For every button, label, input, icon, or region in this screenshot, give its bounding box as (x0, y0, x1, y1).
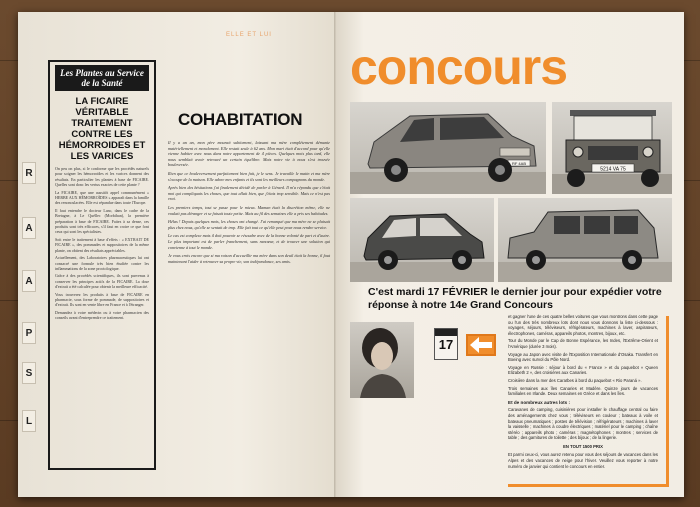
article-paragraph: Il y a un an, mon père mourait subitement, laissant ma mère complètement démunie matériellement et moralement. Elle restait seule à 62 ans. Mon mari était d'accord pour qu'elle vienne habiter avec nous dans notre appartement de 4 pièces. Quelques mois plus tard, elle nous semblait avoir retrouvé un certain équilibre. Mais notre vie à nous s'est trouvée bouleversée. (168, 140, 330, 168)
contest-paragraph: et gagner l'une de ces quatre belles voitures que vous montrons dans cette page ou l'un des très nombreux lots dont nous vous donnons la liste ci-dessous : voyages, séjours, téléviseurs, réfrigérateurs, machines à laver, aspirateurs, électrophones, caméras, appareils photos, montres, bijoux, etc. (508, 314, 658, 336)
article-paragraph: Les premiers temps, tout se passe pour le mieux. Maman était la discrétion même, elle ne voulait pas déranger et se faisait toute petite. Mais au fil des semaines elle a pris ses habitudes. (168, 204, 330, 216)
sidebar-body (55, 166, 149, 321)
car-plate-text: RF 4AB (511, 161, 527, 166)
sidebar-paragraph: Demandez à votre médecin ou à votre pharmacien des conseils avant d'entreprendre ce traitement. (55, 309, 149, 321)
car-mehari-illustration (552, 102, 672, 194)
page-tab: A (22, 217, 36, 239)
sidebar-header: Les Plantes au Service de la Santé (55, 65, 149, 91)
car-photo-renault-6 (350, 102, 546, 194)
contest-subhead: Et de nombreux autres lots : (508, 399, 571, 405)
page-tab: A (22, 270, 36, 292)
sidebar-paragraph: Vous trouverez les produits à base de FICAIRE en pharmacie, sous forme de pommade, de suppositoires et d'extrait. Ils sont en vente libre en France et à l'étranger. (55, 291, 149, 308)
prize-count: EN TOUT 1500 PRIX (563, 443, 603, 449)
magazine-spread (18, 12, 684, 497)
page-tab: L (22, 410, 36, 432)
contest-paragraph: Tour du Monde par le Cap de Bonne Espérance, les Indes, l'Extrême-Orient et l'Amérique (durée 3 mois). (508, 338, 658, 349)
contest-paragraph: Voyage au Japon avec visite de l'Exposition Internationale d'Osaka. Transfert en Boeing avec survol du Pôle Nord. (508, 351, 658, 363)
woman-portrait-illustration (350, 322, 414, 398)
page-tab: S (22, 362, 36, 384)
arrow-left-icon (468, 336, 494, 354)
calendar-graphic (434, 328, 458, 360)
sidebar-paragraph: On peu on plus, si le conforme que les procédés naturels pour soigner les hémorroïdes et les varices donnent des résultats. En particulier les plantes à base de FICAIRE. Quelles sont donc les vertus exactes de cette plante ? (55, 166, 149, 188)
contest-closing: Et parmi ceux-ci, vous aurez retenu pour vous des séjours de vacances dans les Alpes et des vacances de neige pour l'hiver. Veuillez vous reporter à notre numéro de janvier qui contient le concours en entier. (508, 452, 658, 469)
left-page (18, 12, 336, 497)
car-plate-text: 5214 VA 75 (600, 166, 626, 173)
arrow-graphic (466, 334, 496, 356)
page-tab: P (22, 322, 36, 344)
article-paragraph: Hélas ! Depuis quelques mois, les choses ont changé. J'ai remarqué que ma mère ne se plaisait plus chez nous, qu'elle se sentait de trop. Elle fait tout ce qu'elle peut pour nous rendre service. (168, 219, 330, 230)
car-photo-mehari (552, 102, 672, 194)
car-photo-fiat-500 (350, 198, 494, 282)
car-renault-4-illustration (498, 198, 672, 282)
article-title: COHABITATION (178, 110, 303, 129)
sidebar-title: LA FICAIRE VÉRITABLE TRAITEMENT CONTRE LES HÉMORROIDES ET LES VARICES (58, 96, 146, 162)
article-body (168, 140, 330, 264)
health-sidebar (48, 60, 156, 470)
contest-paragraph: Croisière dans la mer des Caraïbes à bord du paquebot « Rio Paraná ». (508, 377, 642, 383)
sidebar-paragraph: La FICAIRE, que une aussitôt appel communément « HERBE AUX HÉMORROÏDES » apparaît dans la famille des renonculacées. Elle est répandue dans toute l'Europe. (55, 189, 149, 206)
calendar-header (435, 329, 457, 336)
contest-paragraph: Voyage en Russie : séjour à bord du « France » et du paquebot « Queen Elizabeth 2 », des croisières aux Canaries. (508, 364, 658, 376)
car-fiat-500-illustration (350, 198, 494, 282)
car-renault-6-illustration (350, 102, 546, 194)
sidebar-paragraph: Actuellement, des Laboratoires pharmaceutiques lui ont consacré une formule très bien étudiée contre les inflammations de la zone proctologique. (55, 255, 149, 271)
calendar-day: 17 (438, 337, 454, 352)
orange-rule (666, 316, 669, 486)
article-paragraph: Le cas est complexe mais il doit pouvoir se résoudre avec de la bonne volonté de part et d'autre. Le plus important est de parler franchement, sans rancœur, et de trouver une solution qui convienne à tout le monde. (168, 233, 330, 250)
running-head: ELLE ET LUI (226, 32, 272, 38)
contest-paragraph: Caravanes de camping, cuisinières pour installer le chauffage central ou faire des aménagements chez vous ; téléviseurs en couleur ; bateaux à voile et bateaux pneumatiques ; postes de télévision ; réfrigérateurs ; machines à laver la vaisselle ; machines à coudre électriques ; matériel pour le camping ; chaîne stéréo ; appareils photo ; caméras ; magnétophones ; montres ; services de table ; des garnitures de toilette ; des bijoux ; de la lingerie. (508, 407, 658, 441)
cohabitation-article (168, 32, 330, 492)
article-paragraph: Rien que ce bouleversement parfaitement bien fait, je le sens. Je travaille le matin et ma mère s'occupe de la maison. Elle adore mes enfants et ils sont les meilleurs compagnons du monde. (168, 170, 330, 182)
contest-details (508, 314, 658, 484)
orange-rule (508, 484, 669, 487)
sidebar-paragraph: Grâce à des procédés scientifiques, ils sont parvenus à conserver les principes actifs de la FICAIRE. La dose d'extrait a été calculée pour obtenir la meilleure efficacité. (55, 273, 149, 290)
sidebar-paragraph: Il faut entendre le docteur Lanc, dans le cadre de la Bretagne, à Le Quéllec (Morbihan), la première préparation à base de FICAIRE. Faites à sa dense, ces produits sont très efficaces, s'il faut en croire ce que font ceux qui sont les spécialistes. (55, 207, 149, 235)
concours-title: concours (350, 39, 568, 95)
woman-photo (350, 322, 414, 398)
car-photo-renault-4 (498, 198, 672, 282)
article-paragraph: Je vous crois encore que si ma raison d'accueillir ma mère dans son deuil était la bonne, il faut maintenant l'aider à retrouver sa propre vie, son indépendance, ses amis. (168, 253, 330, 264)
contest-headline: C'est mardi 17 FÉVRIER le dernier jour pour expédier votre réponse à notre 14e Grand Concours (368, 286, 662, 311)
right-page (336, 12, 684, 497)
article-paragraph: Après bien des hésitations j'ai finalement décidé de parler à Gérard. Il m'a répondu que c'était moi qui compliquais les choses, que tout allait bien, que j'étais trop sensible. Mais ce n'est pas vrai. (168, 185, 330, 202)
sidebar-paragraph: Soit entre le traitement à base d'effets : « EXTRAIT DE FICAIRE », des pommades et suppositoires de la même plante, on obtient des résultats appréciables. (55, 236, 149, 253)
page-tab: R (22, 162, 36, 184)
contest-paragraph: Trois semaines aux îles Canaries et Madère. Quinze jours de vacances familiales en Irlande. Deux semaines en Grèce et dans les îles. (508, 385, 658, 397)
